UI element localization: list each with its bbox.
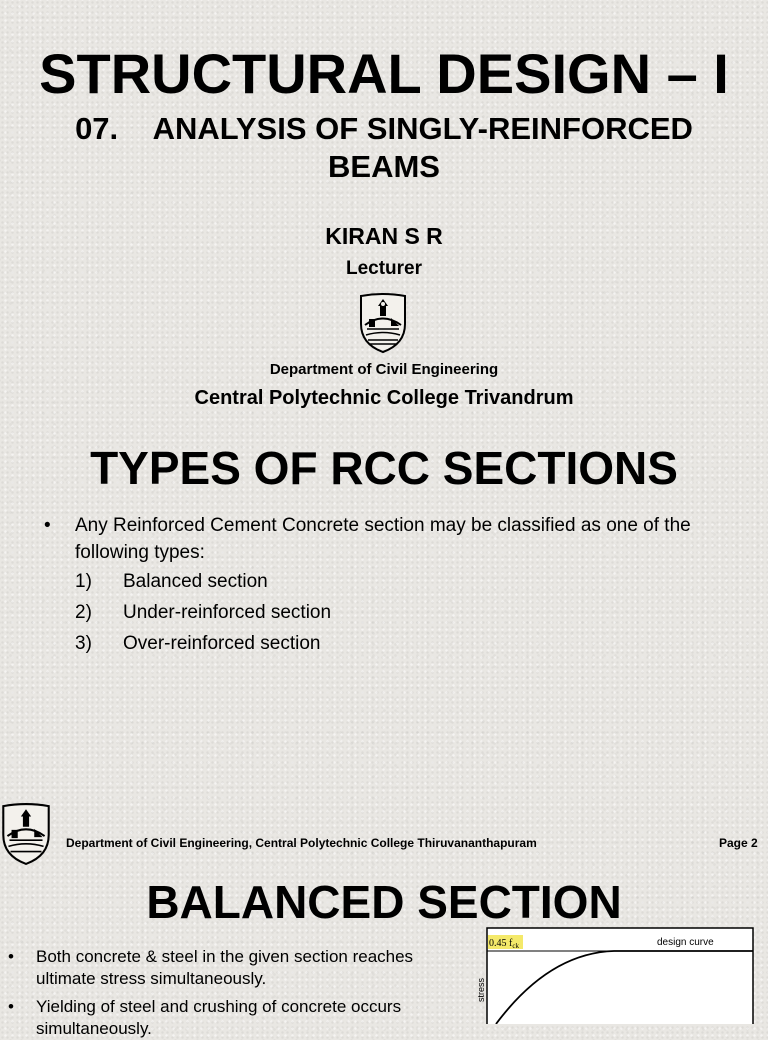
bullet-marker: • [8, 997, 14, 1016]
subtitle-text: ANALYSIS OF SINGLY-REINFORCED [152, 111, 693, 146]
item-text: Balanced section [123, 571, 268, 592]
college-logo-icon [358, 292, 408, 354]
department-name: Department of Civil Engineering [269, 361, 499, 378]
stress-strain-chart [474, 925, 768, 1024]
bullet-line: Both concrete & steel in the given section reaches [36, 947, 414, 966]
author-name: KIRAN S R [325, 223, 443, 249]
page-number: Page 2 [719, 836, 758, 850]
curve-legend-label: design curve [657, 937, 714, 948]
annotation-subscript: ck [512, 942, 519, 950]
numbered-item-over-reinforced [75, 630, 320, 657]
main-title: STRUCTURAL DESIGN – I [39, 42, 729, 105]
footer-logo-icon [0, 802, 52, 866]
subtitle [0, 110, 768, 186]
bullet-line: ultimate stress simultaneously. [36, 969, 267, 988]
footer-text: Department of Civil Engineering, Central Polytechnic College Thiruvananthapuram [66, 836, 537, 850]
bullet-marker: • [44, 515, 51, 536]
subtitle-line-2: BEAMS [328, 149, 440, 184]
bullet-line: Yielding of steel and crushing of concrete occurs [36, 997, 402, 1016]
numbered-item-balanced [75, 568, 268, 595]
bullet-line: simultaneously. [36, 1019, 152, 1038]
item-text: Under-reinforced section [123, 602, 332, 623]
item-number: 3) [75, 633, 92, 654]
subtitle-line-1 [0, 110, 768, 148]
bullet-text: Any Reinforced Cement Concrete section may be classified as one of the following types: [75, 515, 691, 563]
y-axis-label: stress [476, 977, 486, 1002]
item-text: Over-reinforced section [123, 633, 321, 654]
slide-title-balanced: BALANCED SECTION [146, 876, 622, 928]
subtitle-number: 07. [75, 111, 119, 146]
college-name: Central Polytechnic College Trivandrum [194, 387, 574, 409]
numbered-item-under-reinforced [75, 599, 331, 626]
author-role: Lecturer [345, 258, 423, 279]
bullet-marker: • [8, 947, 14, 966]
annotation-text: 0.45 f [489, 938, 513, 949]
item-number: 1) [75, 571, 92, 592]
item-number: 2) [75, 602, 92, 623]
slide-title-types: TYPES OF RCC SECTIONS [90, 442, 678, 494]
